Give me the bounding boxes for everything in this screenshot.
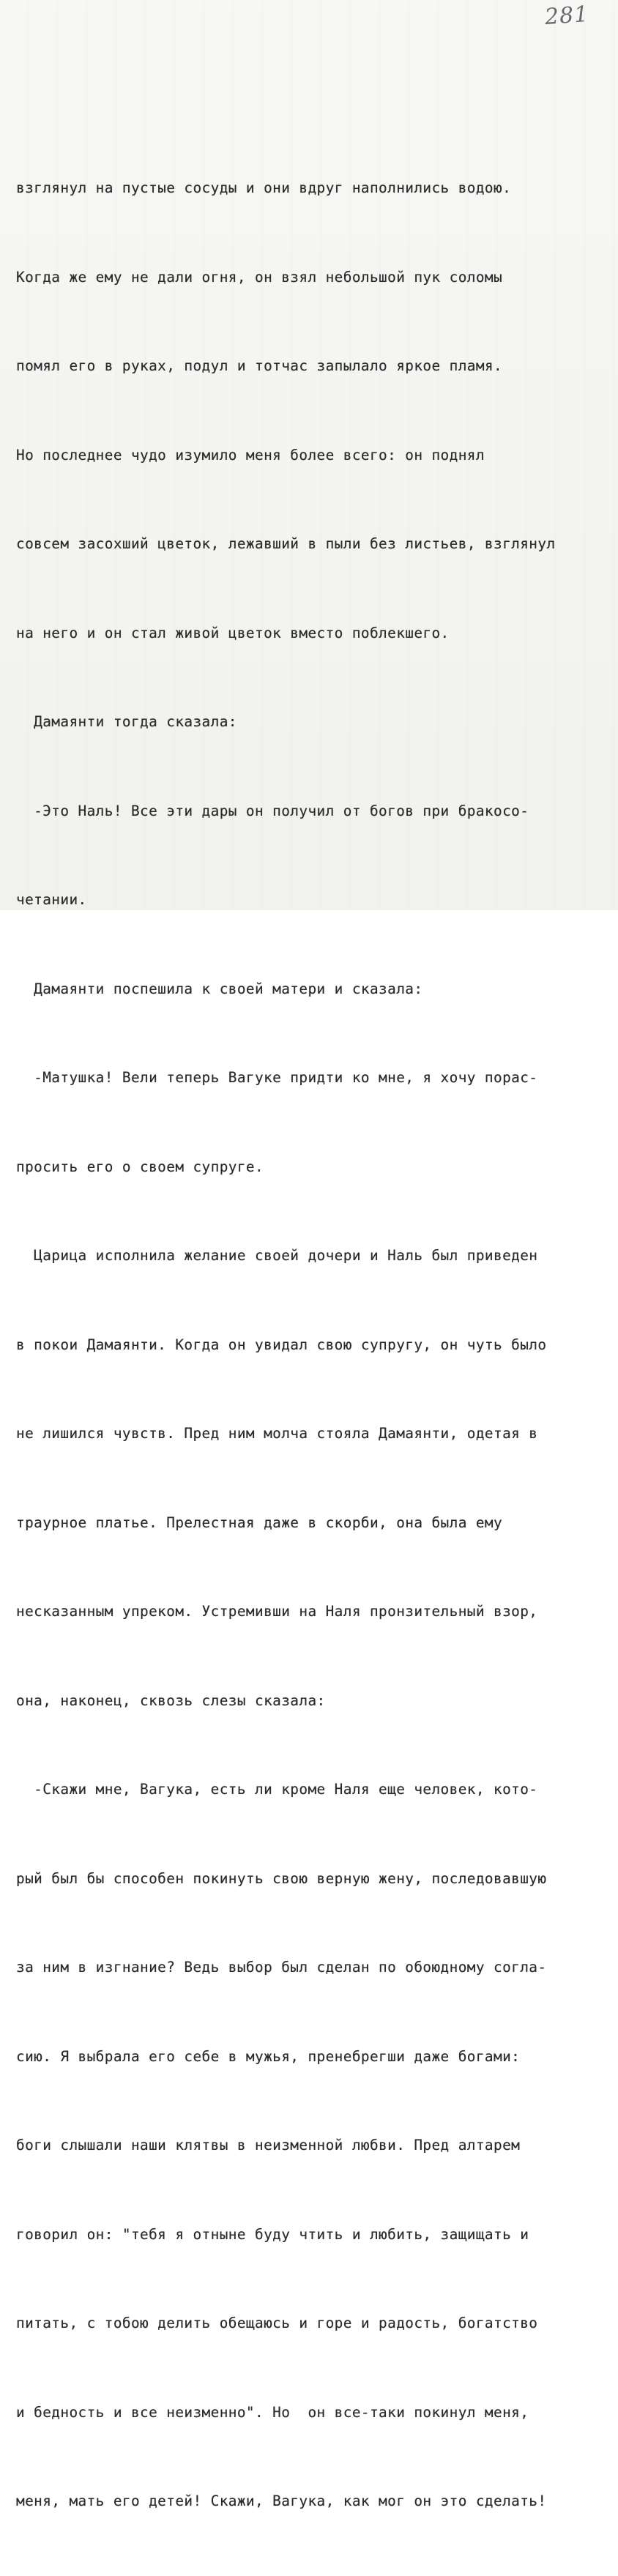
text-line: траурное платье. Прелестная даже в скорби, она была ему (16, 1514, 503, 1531)
text-line: Дамаянти тогда сказала: (16, 713, 237, 730)
text-line: на него и он стал живой цветок вместо поблекшего. (16, 624, 450, 641)
text-line: питать, с тобою делить обещаюсь и горе и радость, богатство (16, 2315, 538, 2331)
text-line: -Матушка! Вели теперь Вагуке придти ко мне, я хочу порас- (16, 1069, 538, 1086)
text-line: Дамаянти поспешила к своей матери и сказала: (16, 980, 423, 997)
text-line: не лишился чувств. Пред ним молча стояла Дамаянти, одетая в (16, 1425, 538, 1442)
page-text (16, 114, 613, 2576)
text-line: и бедность и все неизменно". Но он все-таки покинул меня, (16, 2403, 529, 2421)
text-line: в покои Дамаянти. Когда он увидал свою супругу, он чуть было (16, 1336, 547, 1353)
text-line: Но последнее чудо изумило меня более всего: он поднял (16, 446, 485, 464)
text-line: несказанным упреком. Устремивши на Наля пронзительный взор, (16, 1603, 538, 1620)
text-line: Когда же ему не дали огня, он взял небольшой пук соломы (16, 268, 503, 286)
text-line: четании. (16, 891, 87, 908)
text-line: она, наконец, сквозь слезы сказала: (16, 1691, 326, 1709)
text-line: взглянул на пустые сосуды и они вдруг наполнились водою. (16, 179, 512, 196)
text-line: за ним в изгнание? Ведь выбор был сделан по обоюдному согла- (16, 1959, 547, 1976)
text-line: боги слышали наши клятвы в неизменной любви. Пред алтарем (16, 2137, 521, 2154)
page-number: 281 (543, 1, 590, 31)
text-line: меня, мать его детей! Скажи, Вагука, как мог он это сделать! (16, 2493, 547, 2509)
text-line: помял его в руках, подул и тотчас запылало яркое пламя. (16, 357, 503, 374)
text-line: -Скажи мне, Вагука, есть ли кроме Наля еще человек, кото- (16, 1781, 538, 1798)
text-line: просить его о своем супруге. (16, 1158, 264, 1175)
text-line: сию. Я выбрала его себе в мужья, пренебрегши даже богами: (16, 2047, 521, 2065)
text-line: совсем засохший цветок, лежавший в пыли без листьев, взглянул (16, 535, 556, 552)
text-line: рый был бы способен покинуть свою верную жену, последовавшую (16, 1869, 547, 1887)
text-line: Царица исполнила желание своей дочери и Наль был приведен (16, 1247, 538, 1264)
text-line: -Это Наль! Все эти дары он получил от богов при бракосо- (16, 802, 529, 819)
text-line: говорил он: "тебя я отныне буду чтить и любить, защищать и (16, 2225, 529, 2243)
